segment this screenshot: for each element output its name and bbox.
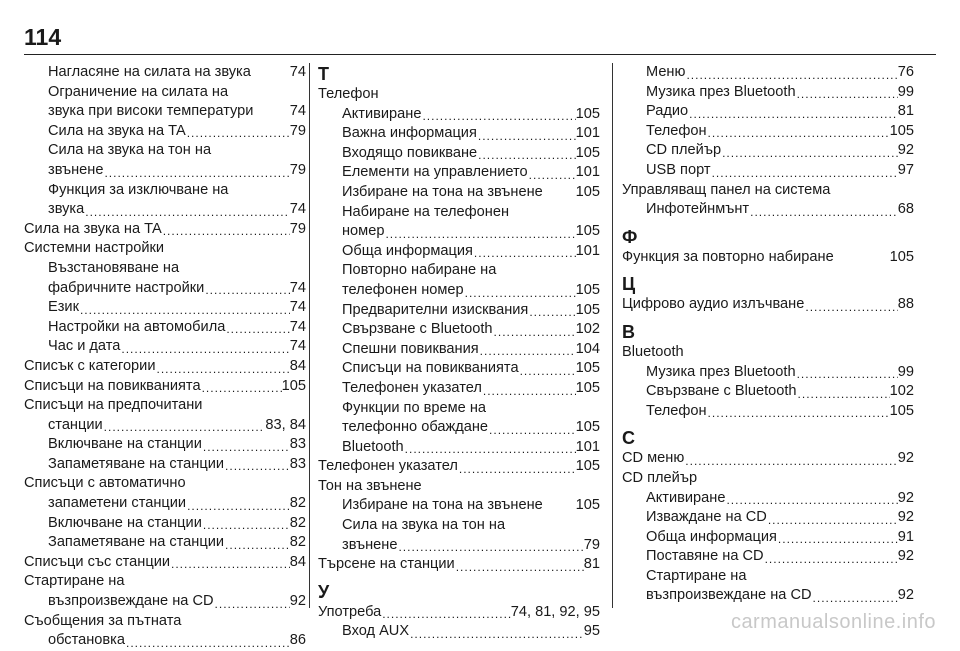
index-entry	[24, 161, 306, 181]
dot-leader	[120, 341, 289, 357]
dot-leader	[796, 366, 898, 382]
index-entry	[24, 455, 306, 475]
entry-term: звука при високи температури	[48, 103, 254, 120]
entry-term: звънене	[342, 536, 398, 553]
entry-page: 105	[575, 183, 600, 200]
entry-page: 99	[897, 83, 914, 100]
section-letter: Ц	[622, 274, 636, 295]
entry-page: 74	[289, 103, 306, 120]
section-letter: B	[622, 321, 635, 342]
dot-leader	[473, 245, 576, 261]
entry-page: 82	[289, 534, 306, 551]
entry-page: 74	[289, 64, 306, 80]
dot-leader	[404, 441, 576, 457]
index-entry	[622, 63, 914, 83]
entry-term: Поставяне на CD	[646, 548, 764, 565]
index-heading: Списъци на предпочитани	[24, 397, 203, 414]
entry-term: телефонно обаждане	[342, 419, 489, 436]
dot-leader	[464, 285, 576, 301]
dot-leader	[812, 590, 898, 606]
entry-page: 76	[897, 64, 914, 80]
entry-term: Списъци със станции	[24, 553, 171, 570]
dot-leader	[397, 539, 583, 555]
entry-term: Списъци на повикванията	[342, 360, 519, 377]
watermark: carmanualsonline.info	[730, 611, 936, 633]
index-entry	[318, 457, 600, 477]
entry-page: 79	[289, 220, 306, 237]
index-entry	[24, 63, 306, 83]
dot-leader	[528, 304, 575, 320]
entry-page: 86	[289, 632, 306, 649]
index-entry	[318, 438, 600, 458]
entry-page: 82	[289, 495, 306, 512]
index-entry	[318, 359, 600, 379]
entry-term: Език	[48, 299, 79, 316]
index-entry	[622, 248, 914, 268]
entry-term: станции	[48, 416, 103, 433]
index-entry	[318, 242, 600, 262]
entry-page: 81	[583, 556, 600, 573]
column-divider	[309, 63, 310, 608]
entry-page: 74	[289, 318, 306, 335]
entry-page: 105	[281, 377, 306, 394]
dot-leader	[488, 422, 576, 438]
entry-term: Обща информация	[646, 528, 777, 545]
index-entry	[24, 631, 306, 651]
entry-page: 79	[289, 122, 306, 139]
dot-leader	[688, 106, 898, 122]
dot-leader	[103, 165, 289, 181]
index-entry	[318, 603, 600, 623]
entry-page: 101	[575, 125, 600, 142]
entry-term: Активиране	[646, 489, 726, 506]
dot-leader	[421, 108, 575, 124]
entry-page: 105	[889, 122, 914, 139]
entry-page: 83	[289, 436, 306, 453]
entry-term: Обща информация	[342, 242, 473, 259]
index-entry	[24, 122, 306, 142]
entry-page: 83, 84	[265, 416, 306, 433]
entry-term: Активиране	[342, 105, 422, 122]
index-entry	[318, 281, 600, 301]
entry-term: запаметени станции	[48, 495, 187, 512]
index-entry	[24, 318, 306, 338]
entry-term: Списъци на повикванията	[24, 377, 201, 394]
entry-page: 105	[575, 360, 600, 377]
dot-leader	[725, 492, 897, 508]
index-column-3	[622, 63, 914, 606]
entry-term: Важна информация	[342, 125, 477, 142]
entry-page: 105	[575, 379, 600, 396]
header-rule	[24, 54, 936, 55]
entry-term: Включване на станции	[48, 436, 202, 453]
entry-page: 92	[897, 142, 914, 159]
index-entry	[318, 418, 600, 438]
entry-term: Телефонен указател	[342, 379, 482, 396]
index-entry	[622, 102, 914, 122]
dot-leader	[767, 512, 898, 528]
index-entry	[622, 528, 914, 548]
entry-term: възпроизвеждане на CD	[48, 593, 214, 610]
index-heading: Управляващ панел на система	[622, 181, 831, 198]
entry-term: фабричните настройки	[48, 279, 205, 296]
index-entry	[24, 337, 306, 357]
index-entry	[318, 144, 600, 164]
entry-page: 88	[897, 296, 914, 313]
index-entry	[318, 379, 600, 399]
entry-page: 74	[289, 299, 306, 316]
dot-leader	[224, 537, 290, 553]
entry-page: 92	[897, 450, 914, 467]
index-entry	[318, 105, 600, 125]
index-entry	[24, 298, 306, 318]
dot-leader	[493, 324, 576, 340]
index-entry	[24, 102, 306, 122]
entry-page: 91	[897, 528, 914, 545]
index-entry	[24, 200, 306, 220]
entry-term: Свързване с Bluetooth	[342, 321, 493, 338]
index-entry	[318, 163, 600, 183]
entry-page: 74	[289, 201, 306, 218]
dot-leader	[202, 439, 290, 455]
dot-leader	[685, 67, 897, 83]
entry-page: 105	[575, 497, 600, 514]
entry-page: 92	[897, 509, 914, 526]
entry-term: Предварителни изисквания	[342, 301, 529, 318]
dot-leader	[482, 383, 576, 399]
dot-leader	[721, 145, 898, 161]
dot-leader	[204, 282, 289, 298]
index-entry	[318, 555, 600, 575]
index-entry	[622, 547, 914, 567]
dot-leader	[684, 453, 897, 469]
index-column-1	[24, 63, 306, 651]
entry-page: 102	[575, 321, 600, 338]
index-entry	[24, 416, 306, 436]
dot-leader	[797, 386, 890, 402]
dot-leader	[84, 204, 290, 220]
index-heading: Сила на звука на тон на	[342, 517, 506, 534]
entry-page: 97	[897, 161, 914, 178]
dot-leader	[186, 125, 290, 141]
index-entry	[24, 220, 306, 240]
index-entry	[622, 295, 914, 315]
index-heading: Съобщения за пътната	[24, 612, 182, 629]
entry-term: Bluetooth	[342, 438, 404, 455]
entry-term: Телефонен указател	[318, 458, 458, 475]
entry-page: 105	[575, 223, 600, 240]
entry-page: 105	[575, 301, 600, 318]
dot-leader	[477, 128, 576, 144]
dot-leader	[225, 321, 289, 337]
index-entry	[622, 122, 914, 142]
entry-term: Сила на звука на TA	[24, 220, 162, 237]
entry-term: Музика през Bluetooth	[646, 363, 796, 380]
entry-page: 83	[289, 455, 306, 472]
index-entry	[622, 161, 914, 181]
index-entry	[622, 141, 914, 161]
index-entry	[622, 489, 914, 509]
entry-page: 101	[575, 242, 600, 259]
dot-leader	[186, 498, 290, 514]
dot-leader	[155, 361, 289, 377]
entry-term: възпроизвеждане на CD	[646, 587, 812, 604]
entry-term: Цифрово аудио излъчване	[622, 296, 805, 313]
index-heading: Ограничение на силата на	[48, 83, 229, 100]
entry-page: 105	[575, 419, 600, 436]
entry-page: 101	[575, 438, 600, 455]
index-entry	[318, 536, 600, 556]
entry-term: обстановка	[48, 632, 125, 649]
entry-term: Избиране на тона на звънене	[342, 183, 543, 200]
index-entry	[318, 124, 600, 144]
dot-leader	[458, 461, 576, 477]
entry-term: USB порт	[646, 161, 711, 178]
index-heading: Системни настройки	[24, 240, 165, 257]
entry-term: Спешни повиквания	[342, 340, 479, 357]
entry-term: Запаметяване на станции	[48, 455, 225, 472]
dot-leader	[125, 635, 290, 651]
entry-page: 82	[289, 514, 306, 531]
entry-term: Употреба	[318, 603, 382, 620]
dot-leader	[707, 405, 890, 421]
section-letter: C	[622, 428, 635, 449]
entry-term: Включване на станции	[48, 514, 202, 531]
entry-page: 74, 81, 92, 95	[510, 603, 600, 620]
index-heading: Функция за изключване на	[48, 181, 229, 198]
entry-page: 92	[897, 489, 914, 506]
index-entry	[622, 449, 914, 469]
entry-page: 79	[583, 536, 600, 553]
entry-term: Радио	[646, 103, 689, 120]
index-entry	[318, 340, 600, 360]
index-entry	[24, 357, 306, 377]
entry-page: 105	[575, 105, 600, 122]
index-entry	[24, 553, 306, 573]
entry-term: Списък с категории	[24, 357, 156, 374]
dot-leader	[528, 167, 576, 183]
entry-page: 79	[289, 161, 306, 178]
entry-term: Елементи на управлението	[342, 164, 528, 181]
index-entry	[622, 382, 914, 402]
index-heading: Списъци с автоматично	[24, 475, 186, 492]
index-entry	[318, 222, 600, 242]
entry-term: Входящо повикване	[342, 144, 478, 161]
entry-term: звука	[48, 201, 85, 218]
section-letter: Ф	[622, 226, 638, 247]
dot-leader	[479, 343, 576, 359]
entry-page: 68	[897, 201, 914, 218]
index-entry	[622, 83, 914, 103]
dot-leader	[202, 517, 290, 533]
index-entry	[318, 301, 600, 321]
entry-page: 105	[575, 458, 600, 475]
entry-term: Избиране на тона на звънене	[342, 497, 543, 514]
dot-leader	[224, 458, 290, 474]
entry-page: 81	[897, 103, 914, 120]
entry-page: 74	[289, 338, 306, 355]
dot-leader	[707, 125, 890, 141]
entry-page: 105	[889, 402, 914, 419]
entry-term: Вход AUX	[342, 623, 410, 640]
index-column-2	[318, 63, 600, 642]
entry-page: 95	[583, 623, 600, 640]
dot-leader	[764, 551, 898, 567]
entry-term: Телефон	[646, 402, 707, 419]
entry-term: Музика през Bluetooth	[646, 83, 796, 100]
entry-page: 105	[575, 144, 600, 161]
entry-term: звънене	[48, 161, 104, 178]
dot-leader	[79, 302, 290, 318]
entry-term: Търсене на станции	[318, 556, 455, 573]
dot-leader	[711, 165, 898, 181]
index-heading: Тон на звънене	[318, 477, 422, 494]
dot-leader	[162, 223, 290, 239]
entry-page: 105	[889, 248, 914, 265]
index-heading: CD плейър	[622, 469, 698, 486]
index-entry	[24, 592, 306, 612]
entry-page: 84	[289, 553, 306, 570]
entry-term: Функция за повторно набиране	[622, 248, 834, 265]
entry-page: 102	[889, 383, 914, 400]
index-entry	[622, 508, 914, 528]
index-entry	[24, 377, 306, 397]
dot-leader	[103, 419, 266, 435]
section-letter: Т	[318, 64, 329, 84]
index-heading: Телефон	[318, 86, 379, 102]
index-heading: Сила на звука на тон на	[48, 142, 212, 159]
dot-leader	[384, 226, 575, 242]
index-heading: Набиране на телефонен	[342, 203, 510, 220]
dot-leader	[477, 147, 576, 163]
entry-page: 104	[575, 340, 600, 357]
index-heading: Повторно набиране на	[342, 262, 497, 279]
dot-leader	[749, 204, 898, 220]
index-entry	[24, 494, 306, 514]
dot-leader	[796, 86, 898, 102]
entry-term: Инфотейнмънт	[646, 201, 750, 218]
index-entry	[318, 183, 600, 203]
entry-page: 74	[289, 279, 306, 296]
dot-leader	[804, 299, 897, 315]
dot-leader	[201, 380, 282, 396]
entry-term: Изваждане на CD	[646, 509, 767, 526]
dot-leader	[381, 606, 511, 622]
entry-term: Настройки на автомобила	[48, 318, 226, 335]
dot-leader	[170, 556, 290, 572]
entry-term: номер	[342, 223, 385, 240]
dot-leader	[455, 559, 584, 575]
entry-term: Час и дата	[48, 338, 121, 355]
page-number: 114	[24, 24, 62, 50]
section-letter: У	[318, 581, 330, 602]
entry-page: 105	[575, 281, 600, 298]
entry-term: телефонен номер	[342, 281, 464, 298]
index-entry	[622, 363, 914, 383]
index-entry	[622, 402, 914, 422]
index-entry	[622, 200, 914, 220]
entry-term: Свързване с Bluetooth	[646, 383, 797, 400]
index-heading: Възстановяване на	[48, 259, 180, 276]
index-heading: Функции по време на	[342, 399, 486, 416]
entry-page: 101	[575, 164, 600, 181]
entry-term: Нагласяне на силата на звука	[48, 64, 251, 80]
entry-term: Меню	[646, 64, 686, 80]
entry-page: 92	[897, 587, 914, 604]
entry-term: Телефон	[646, 122, 707, 139]
entry-page: 99	[897, 363, 914, 380]
entry-term: CD плейър	[646, 142, 722, 159]
index-entry	[318, 622, 600, 642]
dot-leader	[519, 363, 576, 379]
dot-leader	[777, 531, 898, 547]
index-entry	[24, 533, 306, 553]
index-entry	[24, 514, 306, 534]
entry-page: 84	[289, 357, 306, 374]
entry-term: Запаметяване на станции	[48, 534, 225, 551]
entry-page: 92	[289, 593, 306, 610]
entry-page: 92	[897, 548, 914, 565]
index-heading: Стартиране на	[24, 573, 125, 590]
index-entry	[24, 435, 306, 455]
entry-term: Сила на звука на TA	[48, 122, 186, 139]
index-heading: Стартиране на	[646, 567, 747, 584]
dot-leader	[409, 626, 584, 642]
index-entry	[318, 320, 600, 340]
column-divider	[612, 63, 613, 608]
dot-leader	[214, 596, 290, 612]
entry-term: CD меню	[622, 450, 685, 467]
index-entry	[318, 496, 600, 516]
index-heading: Bluetooth	[622, 343, 684, 360]
index-entry	[24, 279, 306, 299]
index-entry	[622, 586, 914, 606]
